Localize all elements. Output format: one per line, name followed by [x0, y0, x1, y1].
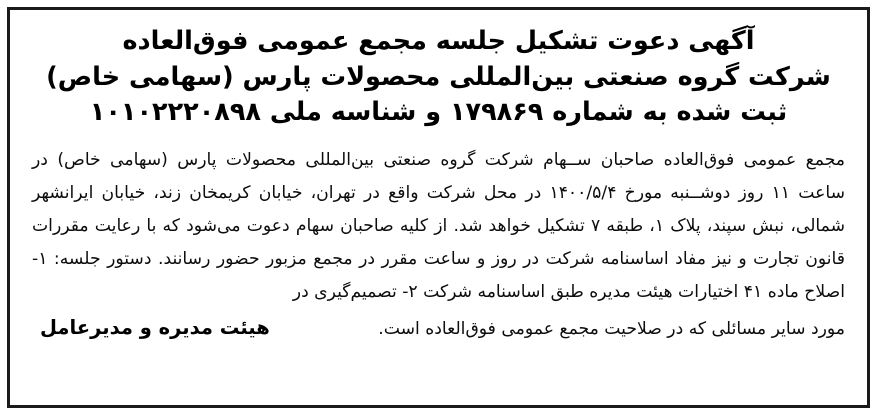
notice-border-box [7, 7, 870, 408]
notice-body [32, 144, 845, 347]
body-paragraph: مجمع عمومی فوق‌العاده صاحبان ســهام شرکت گروه صنعتی بین‌المللی محصولات پارس (سهامی خاص) در ساعت ۱۱ روز دوشــنبه مورخ ۱۴۰۰/۵/۴ در محل شرکت واقع در تهران، خیابان کریمخان زند، خیابان ایرانشهر شمالی، نبش سپند، پلاک ۱، طبقه ۷ تشکیل خواهد شد. از کلیه صاحبان سهام دعوت می‌شود که با رعایت مقررات قانون تجارت و نیز مفاد اساسنامه شرکت در روز و ساعت مقرر در مجمع مزبور حضور رسانند. دستور جلسه: ۱- اصلاح ماده ۴۱ اختیارات هیئت مدیره طبق اساسنامه شرکت ۲- تصمیم‌گیری در [32, 150, 846, 303]
body-last-line [32, 309, 845, 346]
headline-line-2: شرکت گروه صنعتی بین‌المللی محصولات پارس (سهامی خاص) [46, 61, 831, 92]
headline-line-1: آگهی دعوت تشکیل جلسه مجمع عمومی فوق‌العاده [122, 26, 755, 56]
signature-block: هیئت مدیره و مدیرعامل [40, 316, 270, 340]
body-last-line-text: مورد سایر مسائلی که در صلاحیت مجمع عمومی فوق‌العاده است. [378, 319, 845, 340]
headline-line-3: ثبت شده به شماره ۱۷۹۸۶۹ و شناسه ملی ۱۰۱۰۲۲۲۰۸۹۸ [89, 97, 788, 128]
notice-headline [32, 24, 845, 131]
